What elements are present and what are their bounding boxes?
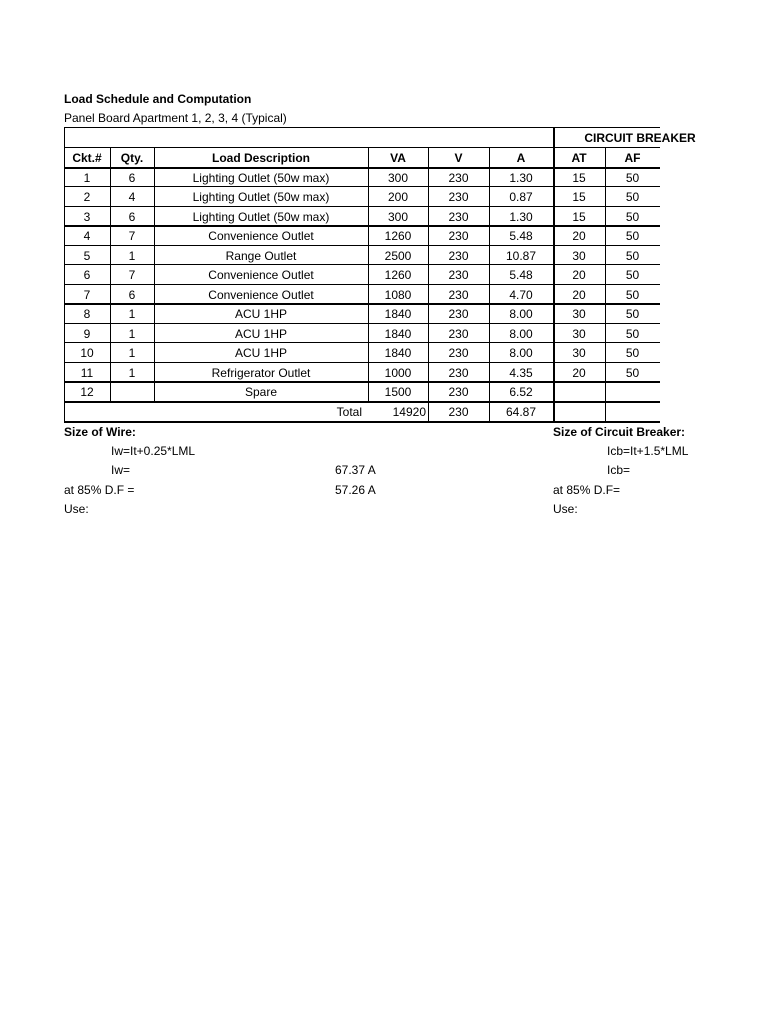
breaker-formula: Icb=It+1.5*LML bbox=[607, 444, 689, 458]
cell-va: 1000 bbox=[384, 366, 412, 380]
cell-v: 230 bbox=[448, 346, 469, 360]
cell-at: 30 bbox=[572, 249, 586, 263]
breaker-use-label: Use: bbox=[553, 502, 578, 516]
cell-description: Lighting Outlet (50w max) bbox=[192, 210, 330, 224]
cell-at: 20 bbox=[572, 268, 586, 282]
cell-a: 0.87 bbox=[509, 190, 533, 204]
cell-description: Convenience Outlet bbox=[208, 229, 314, 243]
cell-qty: 4 bbox=[128, 190, 136, 204]
wire-heading: Size of Wire: bbox=[64, 425, 136, 439]
cell-va: 1840 bbox=[384, 327, 412, 341]
cell-v: 230 bbox=[448, 249, 469, 263]
cell-at: 20 bbox=[572, 229, 586, 243]
total-label: Total bbox=[336, 405, 362, 419]
cell-va: 1260 bbox=[384, 268, 412, 282]
cell-v: 230 bbox=[448, 229, 469, 243]
column-header: Ckt.# bbox=[72, 151, 102, 165]
cell-at: 15 bbox=[572, 210, 586, 224]
cell-a: 4.35 bbox=[509, 366, 533, 380]
cell-at bbox=[553, 382, 605, 402]
breaker-heading: Size of Circuit Breaker: bbox=[553, 425, 686, 439]
column-header: V bbox=[454, 151, 463, 165]
cell-a: 8.00 bbox=[509, 346, 533, 360]
cell-ckt: 2 bbox=[83, 190, 91, 204]
cell-va: 200 bbox=[387, 190, 409, 204]
cell-description: Lighting Outlet (50w max) bbox=[192, 171, 330, 185]
cell-description: Convenience Outlet bbox=[208, 288, 314, 302]
cell-v: 230 bbox=[448, 385, 469, 399]
cell-description: ACU 1HP bbox=[234, 307, 287, 321]
cell-a: 8.00 bbox=[509, 307, 533, 321]
wire-formula: Iw=It+0.25*LML bbox=[111, 444, 196, 458]
cell-qty: 1 bbox=[128, 327, 136, 341]
cell-af: 50 bbox=[625, 327, 640, 341]
cell-ckt: 7 bbox=[83, 288, 91, 302]
column-header: Load Description bbox=[211, 151, 310, 165]
cell-at: 30 bbox=[572, 327, 586, 341]
cell-a: 6.52 bbox=[509, 385, 533, 399]
cell-qty: 1 bbox=[128, 346, 136, 360]
wire-use-label: Use: bbox=[64, 502, 89, 516]
cell-at: 20 bbox=[572, 288, 586, 302]
cell-ckt: 6 bbox=[83, 268, 91, 282]
wire-df-value: 57.26 A bbox=[335, 483, 376, 497]
cell-qty bbox=[110, 382, 154, 402]
cell-ckt: 4 bbox=[83, 229, 91, 243]
cell-ckt: 3 bbox=[83, 210, 91, 224]
column-header: VA bbox=[390, 151, 406, 165]
cell-af: 50 bbox=[625, 346, 640, 360]
wire-df-label: at 85% D.F = bbox=[64, 483, 135, 497]
cell-a: 8.00 bbox=[509, 327, 533, 341]
document-title: Load Schedule and Computation bbox=[64, 92, 252, 106]
cell-a: 5.48 bbox=[509, 268, 533, 282]
cell-ckt: 8 bbox=[83, 307, 91, 321]
cell-description: Lighting Outlet (50w max) bbox=[192, 190, 330, 204]
wire-iw-value: 67.37 A bbox=[335, 463, 376, 477]
cell-ckt: 9 bbox=[83, 327, 91, 341]
cell-qty: 1 bbox=[128, 249, 136, 263]
cell-qty: 6 bbox=[128, 210, 136, 224]
cell-af bbox=[605, 382, 660, 402]
cell-qty: 1 bbox=[128, 366, 136, 380]
cell-qty: 1 bbox=[128, 307, 136, 321]
cell-description: ACU 1HP bbox=[234, 346, 287, 360]
column-header: Qty. bbox=[120, 151, 144, 165]
grid-line bbox=[605, 401, 606, 421]
cell-af: 50 bbox=[625, 307, 640, 321]
cell-va: 1500 bbox=[384, 385, 412, 399]
cell-af: 50 bbox=[625, 366, 640, 380]
cell-description: Spare bbox=[244, 385, 278, 399]
cell-v: 230 bbox=[448, 190, 469, 204]
total-va: 14920 bbox=[392, 405, 426, 419]
cell-af: 50 bbox=[625, 288, 640, 302]
cell-va: 1840 bbox=[384, 307, 412, 321]
breaker-df-label: at 85% D.F= bbox=[553, 483, 621, 497]
cell-at: 15 bbox=[572, 171, 586, 185]
cell-va: 1260 bbox=[384, 229, 412, 243]
cell-v: 230 bbox=[448, 171, 469, 185]
cell-at: 30 bbox=[572, 307, 586, 321]
cell-va: 2500 bbox=[384, 249, 412, 263]
cell-va: 1840 bbox=[384, 346, 412, 360]
cell-qty: 7 bbox=[128, 229, 136, 243]
cell-af: 50 bbox=[625, 249, 640, 263]
column-header: AF bbox=[624, 151, 641, 165]
cell-v: 230 bbox=[448, 268, 469, 282]
total-v: 230 bbox=[448, 405, 469, 419]
cell-ckt: 5 bbox=[83, 249, 91, 263]
cell-qty: 7 bbox=[128, 268, 136, 282]
cell-ckt: 12 bbox=[80, 385, 94, 399]
total-a: 64.87 bbox=[505, 405, 537, 419]
cell-at: 15 bbox=[572, 190, 586, 204]
cell-a: 10.87 bbox=[505, 249, 537, 263]
cell-qty: 6 bbox=[128, 288, 136, 302]
cell-af: 50 bbox=[625, 210, 640, 224]
cell-va: 300 bbox=[387, 210, 409, 224]
cell-qty: 6 bbox=[128, 171, 136, 185]
column-header: A bbox=[516, 151, 526, 165]
cell-v: 230 bbox=[448, 210, 469, 224]
cell-af: 50 bbox=[625, 229, 640, 243]
cell-v: 230 bbox=[448, 307, 469, 321]
cell-af: 50 bbox=[625, 268, 640, 282]
column-header: AT bbox=[571, 151, 587, 165]
cell-ckt: 11 bbox=[80, 366, 94, 380]
cell-a: 1.30 bbox=[509, 210, 533, 224]
document-subtitle: Panel Board Apartment 1, 2, 3, 4 (Typical) bbox=[64, 111, 287, 125]
cell-va: 1080 bbox=[384, 288, 412, 302]
cell-ckt: 10 bbox=[80, 346, 94, 360]
cell-a: 1.30 bbox=[509, 171, 533, 185]
cell-v: 230 bbox=[448, 327, 469, 341]
cell-description: Convenience Outlet bbox=[208, 268, 314, 282]
wire-iw-label: Iw= bbox=[111, 463, 131, 477]
cell-description: Refrigerator Outlet bbox=[211, 366, 311, 380]
cell-af: 50 bbox=[625, 171, 640, 185]
breaker-icb-label: Icb= bbox=[607, 463, 631, 477]
cell-a: 5.48 bbox=[509, 229, 533, 243]
cell-at: 30 bbox=[572, 346, 586, 360]
circuit-breaker-group-header: CIRCUIT BREAKER bbox=[584, 131, 696, 145]
cell-v: 230 bbox=[448, 366, 469, 380]
cell-description: ACU 1HP bbox=[234, 327, 287, 341]
cell-a: 4.70 bbox=[509, 288, 533, 302]
cell-v: 230 bbox=[448, 288, 469, 302]
cell-af: 50 bbox=[625, 190, 640, 204]
cell-at: 20 bbox=[572, 366, 586, 380]
cell-description: Range Outlet bbox=[225, 249, 297, 263]
cell-va: 300 bbox=[387, 171, 409, 185]
cell-ckt: 1 bbox=[83, 171, 91, 185]
